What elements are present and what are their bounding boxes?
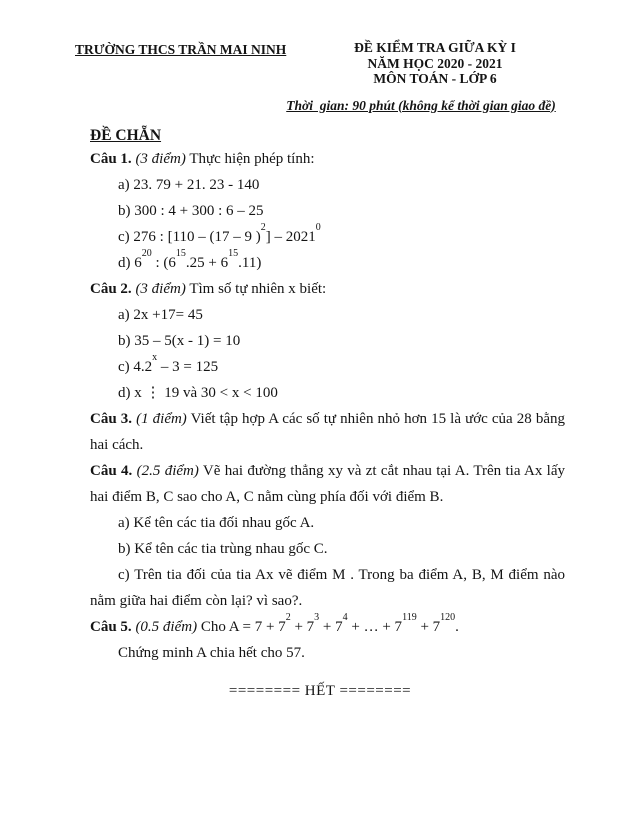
end-marker: ======== HẾT ======== (228, 682, 412, 699)
question-item: c) 276 : [110 – (17 – 9 )$^2$] – 2021$^0$ (118, 222, 321, 245)
question-points: (3 điểm) (135, 150, 186, 167)
school-name: TRƯỜNG THCS TRẦN MAI NINH (75, 42, 287, 57)
question-text: Vẽ hai đường thẳng xy và zt cắt nhau tại A. Trên tia Ax lấy hai điểm B, C sao cho A, C nằm cùng phía đối với điểm B. (90, 462, 565, 505)
question-item: b) 35 – 5(x - 1) = 10 (118, 332, 241, 349)
question-list (90, 146, 565, 666)
question-head (90, 146, 565, 172)
exam-title-line2: NĂM HỌC 2020 - 2021 (367, 55, 503, 71)
question-text: Thực hiện phép tính: (189, 150, 315, 167)
question-points: (3 điểm) (135, 280, 186, 297)
question (90, 458, 565, 614)
exam-header (75, 40, 565, 87)
question-item: c) 4.2$^x$ – 3 = 125 (118, 352, 219, 375)
question-item: a) Kể tên các tia đối nhau gốc A. (118, 514, 315, 531)
question (90, 146, 565, 276)
question (90, 614, 565, 666)
question-text: Viết tập hợp A các số tự nhiên nhỏ hơn 15 là ước của 28 bằng hai cách. (90, 410, 565, 453)
question-points: (1 điểm) (136, 410, 187, 427)
question-item: d) $6^{20}$ : $(6^{15}.25 + 6^{15}.11)$ (118, 248, 262, 271)
question-head (90, 406, 565, 458)
exam-title-line1: ĐỀ KIỂM TRA GIỮA KỲ I (354, 40, 516, 55)
question-points: (0.5 điểm) (135, 618, 198, 635)
question-label: Câu 1. (90, 150, 132, 167)
exam-duration: Thời gian: 90 phút (không kể thời gian giao đề) (286, 97, 556, 113)
question-item: a) 2x +17= 45 (118, 306, 203, 323)
question-item: Chứng minh A chia hết cho 57. (118, 644, 305, 661)
question-text: Cho $A = 7 + 7^2 + 7^3 + 7^4$ + … + $7^{119} + 7^{120}$. (200, 612, 459, 635)
question-label: Câu 2. (90, 280, 132, 297)
question (90, 276, 565, 406)
question-label: Câu 4. (90, 462, 133, 479)
question-item: d) x ⋮ 19 và 30 < x < 100 (118, 384, 278, 401)
exam-variant: ĐỀ CHẴN (90, 126, 162, 144)
question-head (90, 276, 565, 302)
exam-title-line3: MÔN TOÁN - LỚP 6 (373, 71, 497, 86)
question-points: (2.5 điểm) (136, 462, 199, 479)
exam-title-block (317, 40, 553, 87)
question-item: c) Trên tia đối của tia Ax vẽ điểm M . Trong ba điểm A, B, M điểm nào nằm giữa hai điểm còn lại? vì sao?. (90, 566, 565, 609)
question-label: Câu 5. (90, 618, 132, 635)
question-label: Câu 3. (90, 410, 132, 427)
question (90, 406, 565, 458)
question-head (90, 614, 565, 640)
question-item: b) Kể tên các tia trùng nhau gốc C. (118, 540, 328, 557)
question-text: Tìm số tự nhiên x biết: (189, 280, 327, 297)
question-head (90, 458, 565, 510)
question-item: b) 300 : 4 + 300 : 6 – 25 (118, 202, 264, 219)
question-item: a) 23. 79 + 21. 23 - 140 (118, 176, 260, 193)
